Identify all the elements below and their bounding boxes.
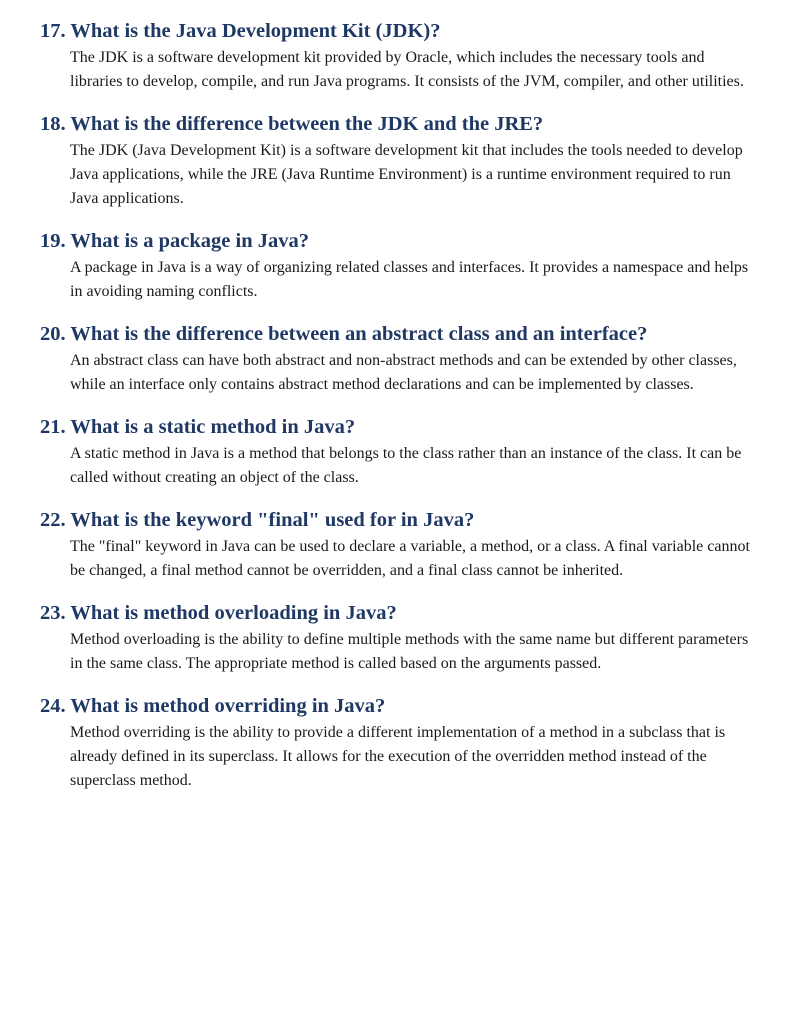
qa-item-21 xyxy=(0,414,791,490)
answer-text: The "final" keyword in Java can be used to declare a variable, a method, or a class. A final variable cannot be changed, a final method cannot be overridden, and a final class cannot be inherited. xyxy=(70,538,750,579)
answer-text: A package in Java is a way of organizing related classes and interfaces. It provides a namespace and helps in avoiding naming conflicts. xyxy=(70,259,749,300)
qa-item-17 xyxy=(0,18,791,94)
qa-item-18 xyxy=(0,111,791,211)
question-heading: 22. What is the keyword "final" used for in Java? xyxy=(40,509,475,531)
question-heading: 24. What is method overriding in Java? xyxy=(40,695,386,717)
question-heading: 23. What is method overloading in Java? xyxy=(40,602,397,624)
answer-text: Method overloading is the ability to define multiple methods with the same name but different parameters in the same class. The appropriate method is called based on the arguments passed. xyxy=(70,631,749,672)
question-heading: 21. What is a static method in Java? xyxy=(40,416,356,438)
question-heading: 18. What is the difference between the JDK and the JRE? xyxy=(40,113,544,135)
question-heading: 19. What is a package in Java? xyxy=(40,230,310,252)
qa-item-19 xyxy=(0,228,791,304)
answer-text: The JDK is a software development kit provided by Oracle, which includes the necessary tools and libraries to develop, compile, and run Java programs. It consists of the JVM, compiler, and other utilities. xyxy=(70,49,744,90)
qa-item-23 xyxy=(0,600,791,676)
qa-item-24 xyxy=(0,693,791,793)
answer-text: The JDK (Java Development Kit) is a software development kit that includes the tools needed to develop Java applications, while the JRE (Java Runtime Environment) is a runtime environment required to run Java applications. xyxy=(70,142,743,207)
answer-text: An abstract class can have both abstract and non-abstract methods and can be extended by other classes, while an interface only contains abstract method declarations and can be implemented by classes. xyxy=(70,352,737,393)
question-heading: 20. What is the difference between an abstract class and an interface? xyxy=(40,323,648,345)
qa-item-20 xyxy=(0,321,791,397)
answer-text: Method overriding is the ability to provide a different implementation of a method in a subclass that is already defined in its superclass. It allows for the execution of the overridden method instead of the superclass method. xyxy=(70,724,726,789)
qa-item-22 xyxy=(0,507,791,583)
question-heading: 17. What is the Java Development Kit (JDK)? xyxy=(40,20,441,42)
answer-text: A static method in Java is a method that belongs to the class rather than an instance of the class. It can be called without creating an object of the class. xyxy=(70,445,742,486)
